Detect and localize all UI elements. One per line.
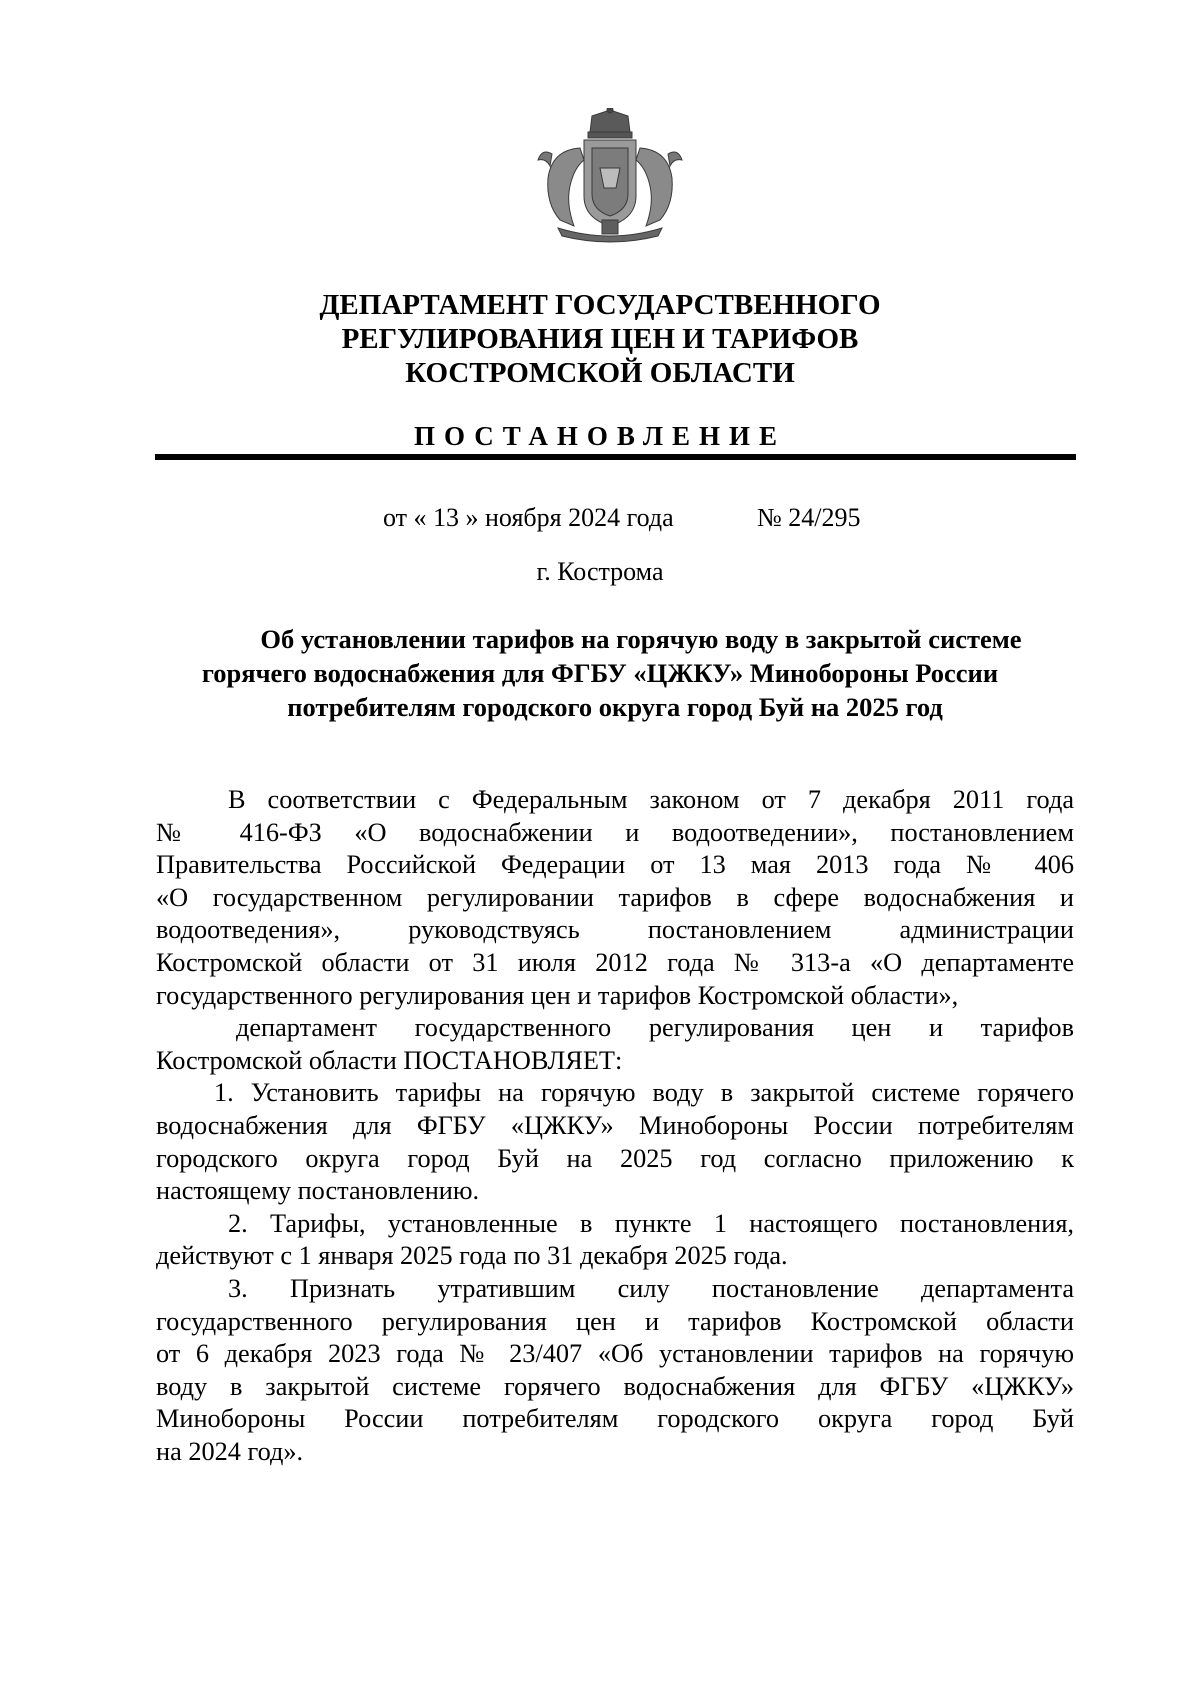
body-line: действуют с 1 января 2025 года по 31 декабря 2025 года. [156,1241,788,1271]
body-line: 1. Установить тарифы на горячую воду в закрытой системе горячего [214,1078,1074,1108]
item-3 [156,1273,1074,1469]
title-line: потребителям городского округа город Буй на 2025 год [287,692,943,722]
body-line: Минобороны России потребителям городского округа город Буй [156,1404,1074,1434]
item-2 [156,1208,1074,1273]
resolving-paragraph [156,1012,1074,1077]
department-line: ДЕПАРТАМЕНТ ГОСУДАРСТВЕННОГО [319,289,881,321]
department-line: КОСТРОМСКОЙ ОБЛАСТИ [405,357,795,389]
document-title [150,622,1080,724]
preamble-paragraph [156,784,1074,1012]
body-line: «О государственном регулировании тарифов в сфере водоснабжения и [156,882,1074,912]
body-line: воду в закрытой системе горячего водоснабжения для ФГБУ «ЦЖКУ» [156,1371,1074,1401]
title-line: Об установлении тарифов на горячую воду в закрытой системе [260,624,1022,654]
item-1 [156,1077,1074,1207]
body-line: В соответствии с Федеральным законом от 7 декабря 2011 года [228,785,1074,814]
document-date: от « 13 » ноября 2024 года [383,503,674,532]
body-line: государственного регулирования цен и тарифов Костромской области», [156,980,959,1010]
body-line: на 2024 год». [156,1436,304,1466]
body-line: государственного регулирования цен и тарифов Костромской области [156,1306,1074,1336]
body-line: городского округа город Буй на 2025 год согласно приложению к [156,1143,1074,1173]
title-line: горячего водоснабжения для ФГБУ «ЦЖКУ» Минобороны России [201,658,999,688]
coat-of-arms-icon [530,108,690,248]
document-body [156,784,1074,1468]
body-line: 2. Тарифы, установленные в пункте 1 настоящего постановления, [228,1208,1074,1238]
department-line: РЕГУЛИРОВАНИЯ ЦЕН И ТАРИФОВ [341,323,859,355]
document-number: № 24/295 [757,503,861,532]
body-line: настоящему постановлению. [156,1176,480,1206]
body-line: водоснабжения для ФГБУ «ЦЖКУ» Минобороны России потребителям [156,1110,1074,1140]
header-divider [155,454,1076,460]
body-line: № 416-ФЗ «О водоснабжении и водоотведении», постановлением [156,817,1074,847]
department-name [0,288,1200,390]
body-line: 3. Признать утратившим силу постановление департамента [228,1273,1074,1303]
body-line: Костромской области от 31 июля 2012 года № 313-а «О департаменте [156,947,1074,977]
body-line: от 6 декабря 2023 года № 23/407 «Об установлении тарифов на горячую [156,1339,1074,1369]
document-city: г. Кострома [536,557,664,586]
body-line: департамент государственного регулирования цен и тарифов [236,1013,1074,1043]
body-line: Правительства Российской Федерации от 13 мая 2013 года № 406 [156,850,1074,880]
body-line: водоотведения», руководствуясь постановлением администрации [156,915,1074,945]
body-line: Костромской области ПОСТАНОВЛЯЕТ: [156,1045,623,1075]
document-type-heading: ПОСТАНОВЛЕНИЕ [413,421,787,451]
